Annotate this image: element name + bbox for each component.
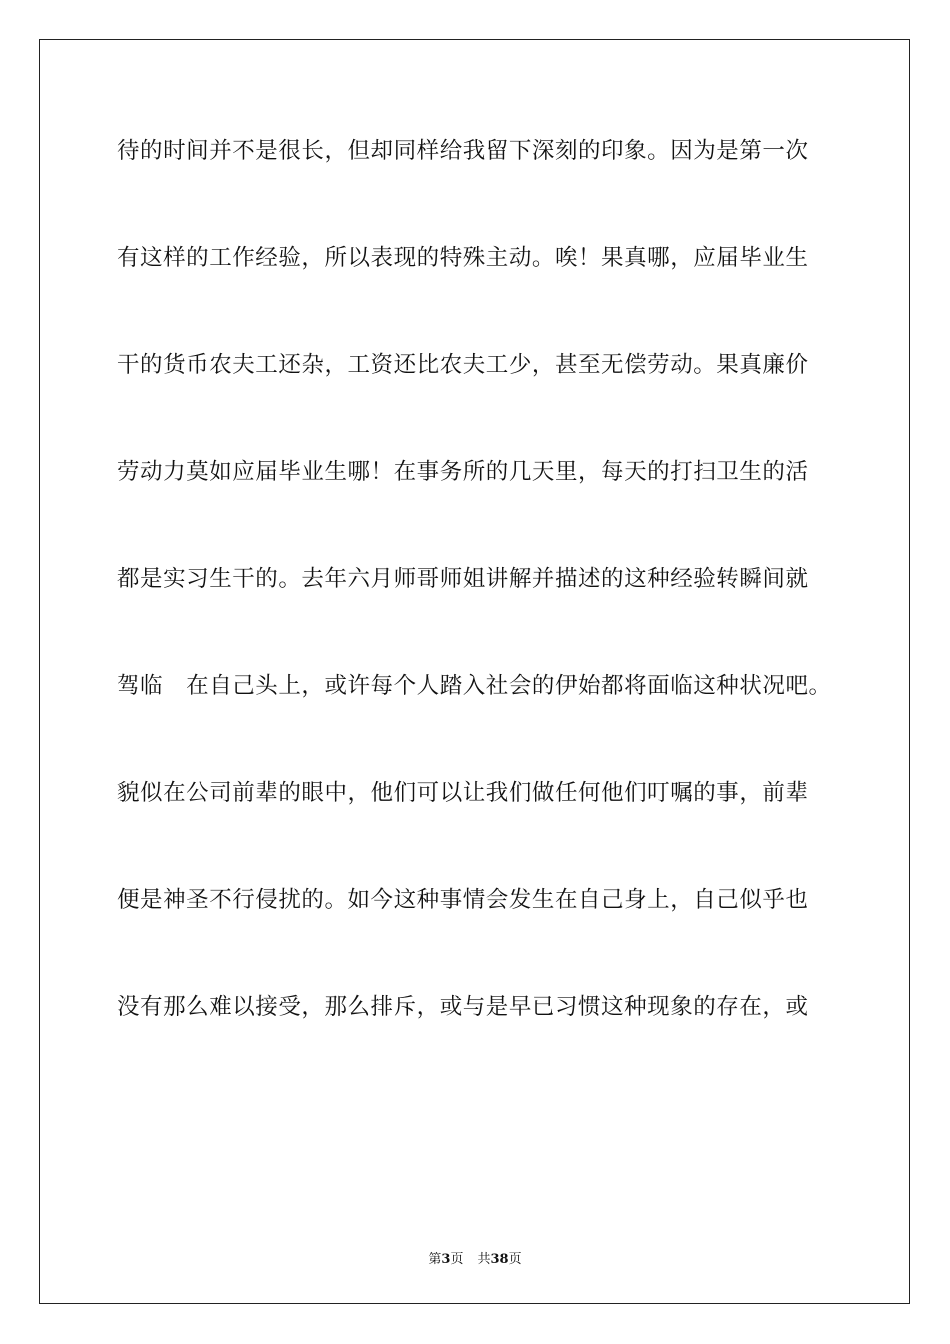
page-footer bbox=[0, 1248, 950, 1267]
text-line: 有这样的工作经验，所以表现的特殊主动。唉！果真哪，应届毕业生 bbox=[117, 245, 809, 271]
text-line: 干的货币农夫工还杂，工资还比农夫工少，甚至无偿劳动。果真廉价 bbox=[117, 352, 809, 378]
text-line: 待的时间并不是很长，但却同样给我留下深刻的印象。因为是第一次 bbox=[117, 138, 809, 164]
total-pages: 38 bbox=[490, 1252, 509, 1267]
text-line: 貌似在公司前辈的眼中，他们可以让我们做任何他们叮嘱的事，前辈 bbox=[117, 780, 809, 806]
text-line: 没有那么难以接受，那么排斥，或与是早已习惯这种现象的存在，或 bbox=[117, 994, 809, 1020]
page-prefix: 第 bbox=[428, 1252, 442, 1267]
text-line: 都是实习生干的。去年六月师哥师姐讲解并描述的这种经验转瞬间就 bbox=[117, 566, 809, 592]
text-line: 劳动力莫如应届毕业生哪！在事务所的几天里，每天的打扫卫生的活 bbox=[117, 459, 809, 485]
total-prefix: 共 bbox=[477, 1252, 491, 1267]
document-body bbox=[117, 126, 857, 1089]
text-line: 驾临 在自己头上，或许每个人踏入社会的伊始都将面临这种状况吧。 bbox=[117, 673, 832, 699]
total-suffix: 页 bbox=[508, 1252, 522, 1267]
page-number: 3 bbox=[441, 1252, 451, 1267]
text-line: 便是神圣不行侵扰的。如今这种事情会发生在自己身上，自己似乎也 bbox=[117, 887, 809, 913]
page-suffix: 页 bbox=[450, 1252, 464, 1267]
